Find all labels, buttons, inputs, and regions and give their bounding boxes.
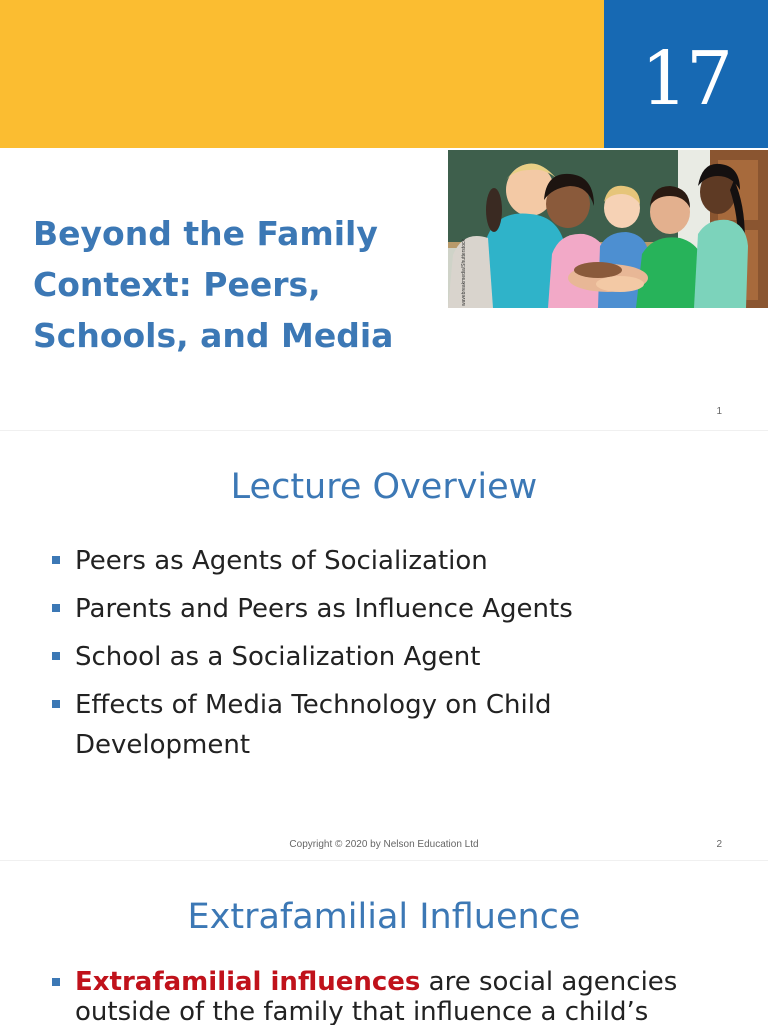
slide-1 — [0, 0, 768, 430]
slide-title: Beyond the Family Context: Peers, Schools, and Media — [33, 214, 394, 355]
bullet-square-icon — [52, 604, 60, 612]
bullet-item: Effects of Media Technology on Child Development — [52, 685, 652, 765]
bullet-square-icon — [52, 700, 60, 708]
children-photo — [448, 150, 768, 308]
slide-2 — [0, 430, 768, 861]
bullet-square-icon — [52, 652, 60, 660]
page-number: 2 — [716, 839, 722, 850]
copyright: Copyright © 2020 by Nelson Education Ltd — [289, 839, 479, 850]
definition-bullet — [52, 967, 755, 1025]
photo-credit: wavebreakmedia/Shutterstock — [461, 239, 467, 306]
slide-heading: Extrafamilial Influence — [187, 897, 581, 937]
chapter-number: 17 — [640, 36, 732, 122]
definition-text: are social agencies outside of the family that influence a child’s — [75, 967, 678, 1025]
bullet-square-icon — [52, 556, 60, 564]
bullet-item: School as a Socialization Agent — [52, 637, 652, 677]
chapter-badge — [604, 0, 768, 148]
header-yellow-band — [0, 0, 604, 148]
bullet-square-icon — [52, 978, 60, 986]
bullet-list — [52, 541, 652, 773]
highlighted-term: Extrafamilial influences — [75, 967, 421, 997]
bullet-item: Peers as Agents of Socialization — [52, 541, 652, 581]
bullet-item: Parents and Peers as Influence Agents — [52, 589, 652, 629]
slide-3 — [0, 860, 768, 1025]
page-number: 1 — [716, 406, 722, 417]
slide-heading: Lecture Overview — [230, 467, 538, 507]
